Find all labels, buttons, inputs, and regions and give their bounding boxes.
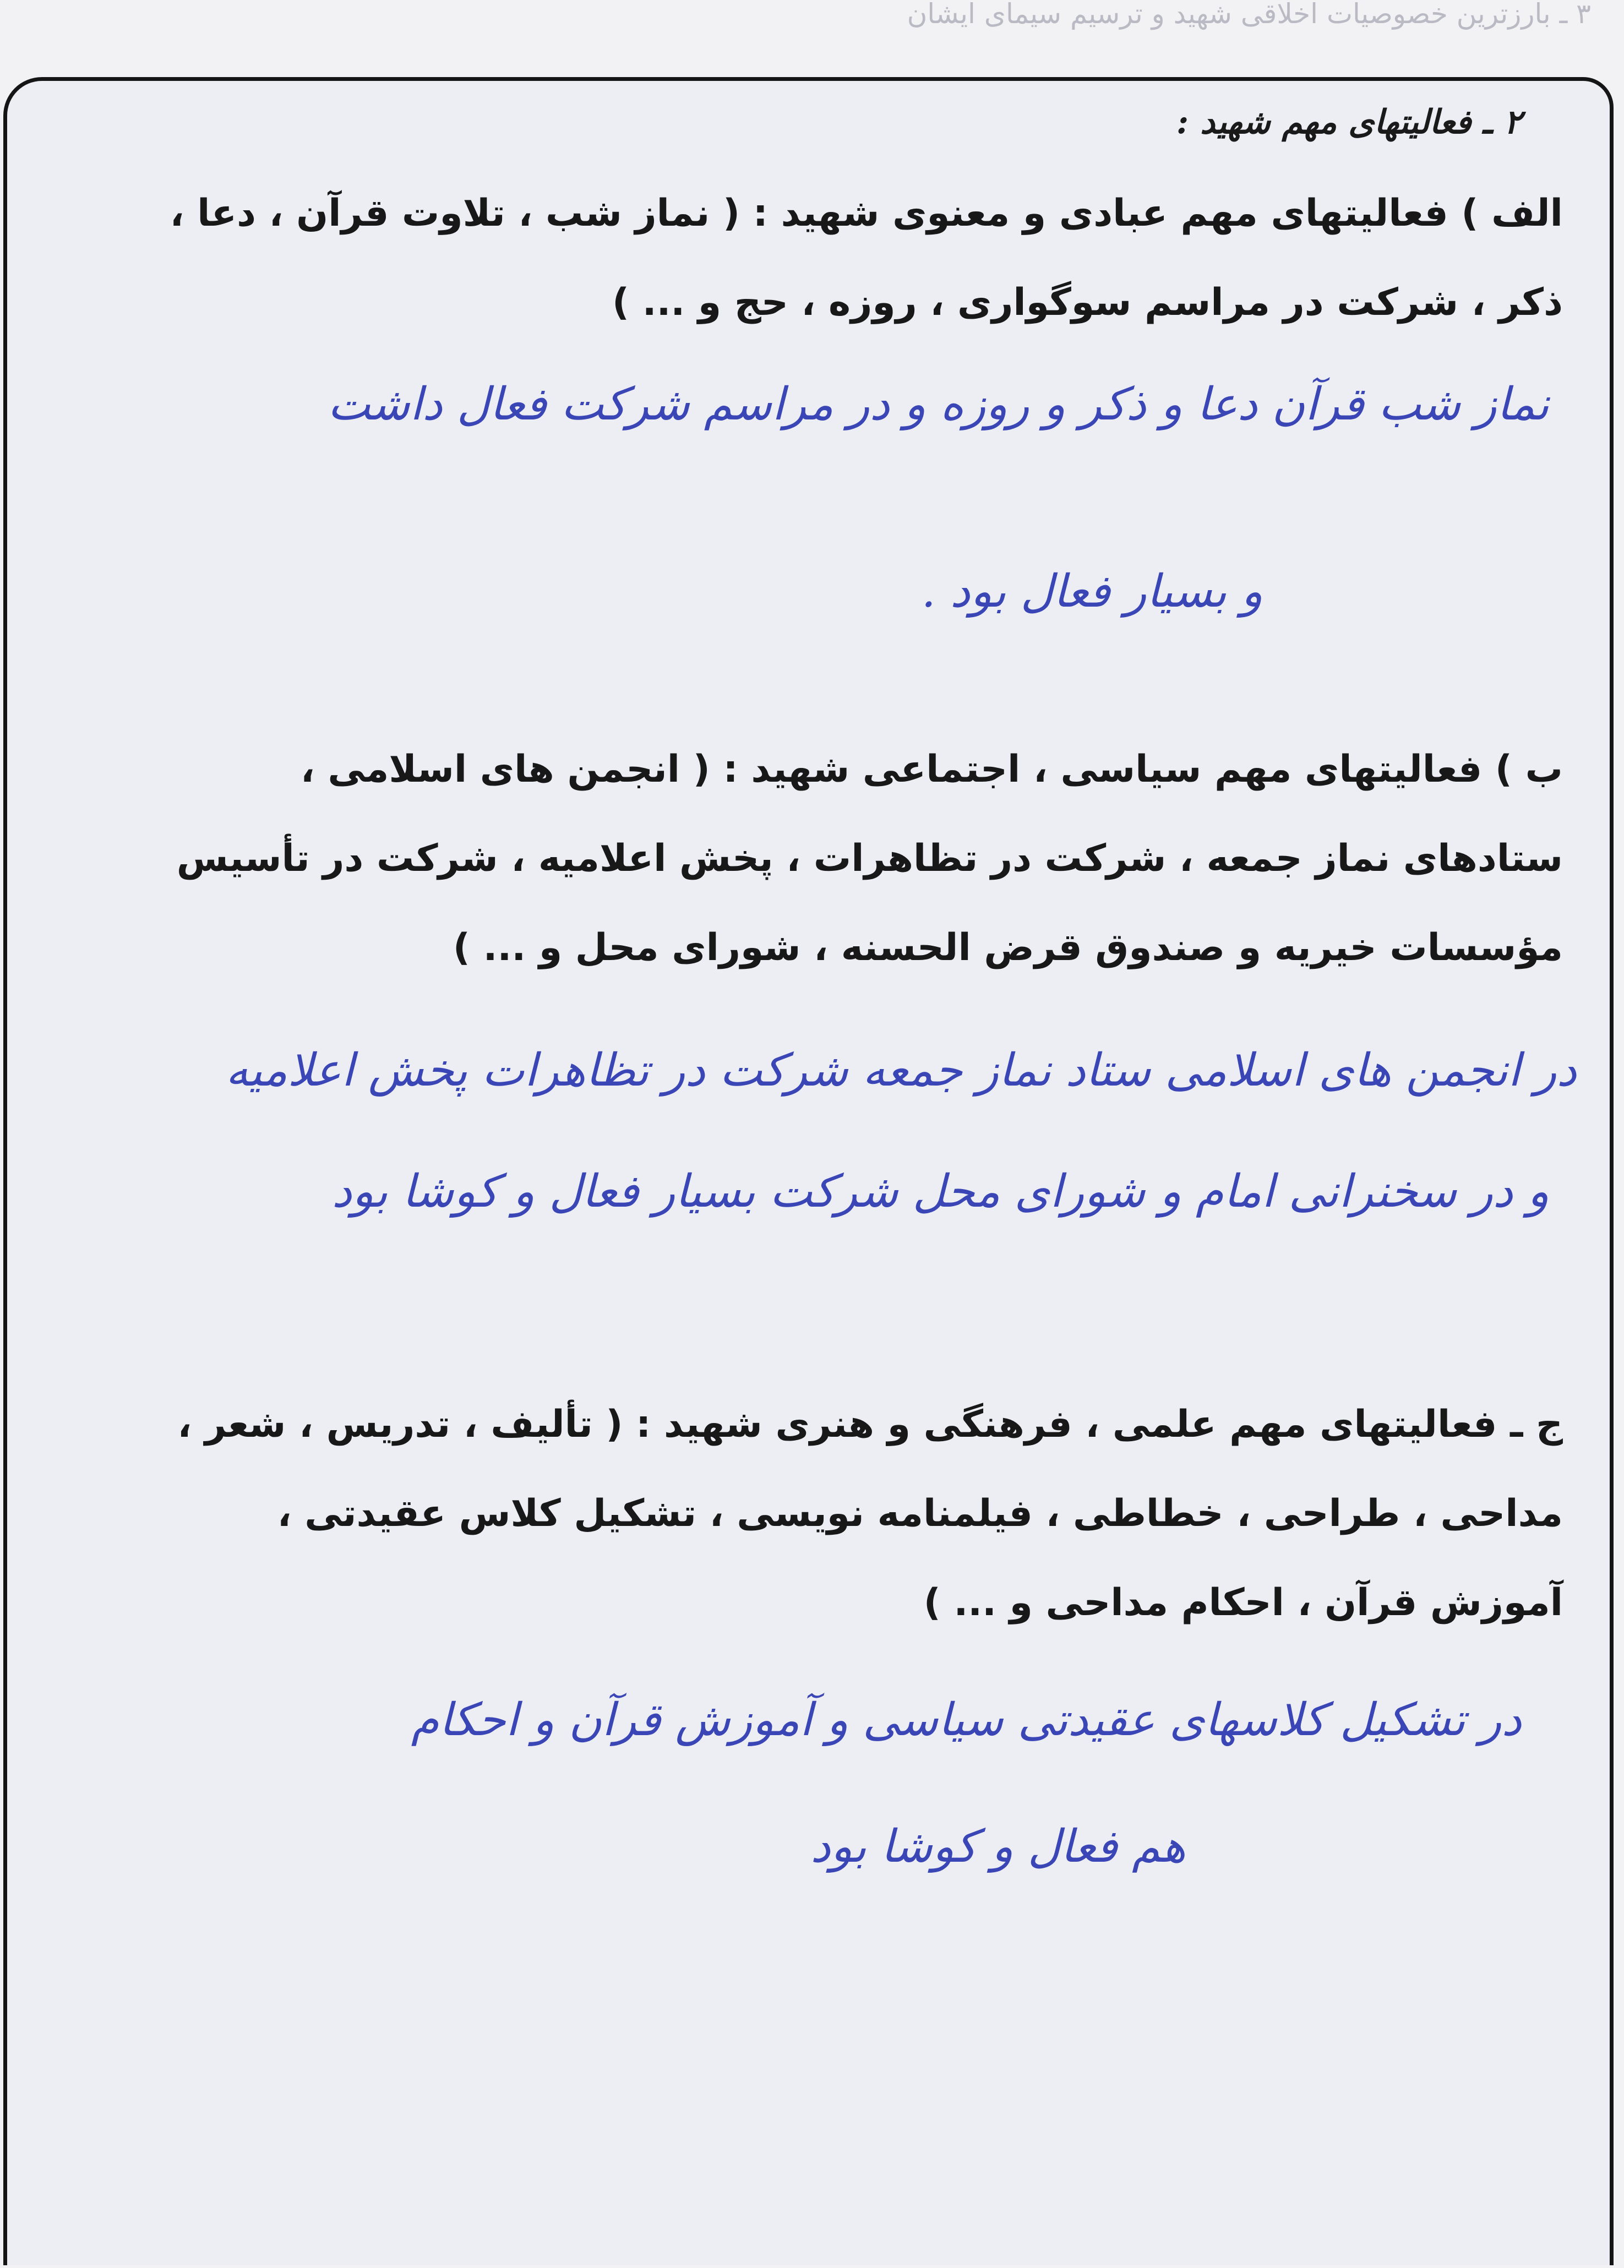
section-c-question-line-3: آموزش قرآن ، احکام مداحی و ... ) xyxy=(923,1581,1563,1624)
section-b-question-line-1: ب ) فعالیتهای مهم سیاسی ، اجتماعی شهید : ( انجمن های اسلامی ، xyxy=(300,748,1563,791)
section-heading: ۲ ـ فعالیتهای مهم شهید : xyxy=(1176,103,1522,141)
section-a-question-line-1: الف ) فعالیتهای مهم عبادی و معنوی شهید : ( نماز شب ، تلاوت قرآن ، دعا ، xyxy=(170,192,1563,235)
faded-bleedthrough-header: ۳ ـ بارزترین خصوصیات اخلاقی شهید و ترسیم سیمای ایشان xyxy=(907,0,1591,30)
section-b-question-line-2: ستادهای نماز جمعه ، شرکت در تظاهرات ، پخش اعلامیه ، شرکت در تأسیس xyxy=(176,837,1563,880)
section-a-question-line-2: ذکر ، شرکت در مراسم سوگواری ، روزه ، حج و ... ) xyxy=(612,281,1563,324)
section-b-question xyxy=(43,725,1563,993)
section-c-question-line-1: ج ـ فعالیتهای مهم علمی ، فرهنگی و هنری شهید : ( تألیف ، تدریس ، شعر ، xyxy=(177,1403,1563,1446)
section-c-question-line-2: مداحی ، طراحی ، خطاطی ، فیلمنامه نویسی ، تشکیل کلاس عقیدتی ، xyxy=(277,1492,1563,1535)
section-b-handwritten-answer-line-2: و در سخنرانی امام و شورای محل شرکت بسیار فعال و کوشا بود xyxy=(331,1165,1549,1218)
section-b-handwritten-answer-line-1: در انجمن های اسلامی ستاد نماز جمعه شرکت در تظاهرات پخش اعلامیه xyxy=(225,1044,1577,1097)
section-a-handwritten-answer-line-1: نماز شب قرآن دعا و ذکر و روزه و در مراسم شرکت فعال داشت xyxy=(328,378,1549,430)
section-b-question-line-3: مؤسسات خیریه و صندوق قرض الحسنه ، شورای محل و ... ) xyxy=(453,926,1563,969)
section-c-handwritten-answer-line-1: در تشکیل کلاسهای عقیدتی سیاسی و آموزش قرآن و احکام xyxy=(411,1694,1522,1746)
section-a-handwritten-answer-line-2: و بسیار فعال بود . xyxy=(921,565,1263,618)
document-page xyxy=(3,77,1614,2265)
section-c-question xyxy=(43,1380,1563,1648)
section-a-question xyxy=(43,169,1563,347)
section-c-handwritten-answer-line-2: هم فعال و کوشا بود xyxy=(810,1820,1186,1873)
